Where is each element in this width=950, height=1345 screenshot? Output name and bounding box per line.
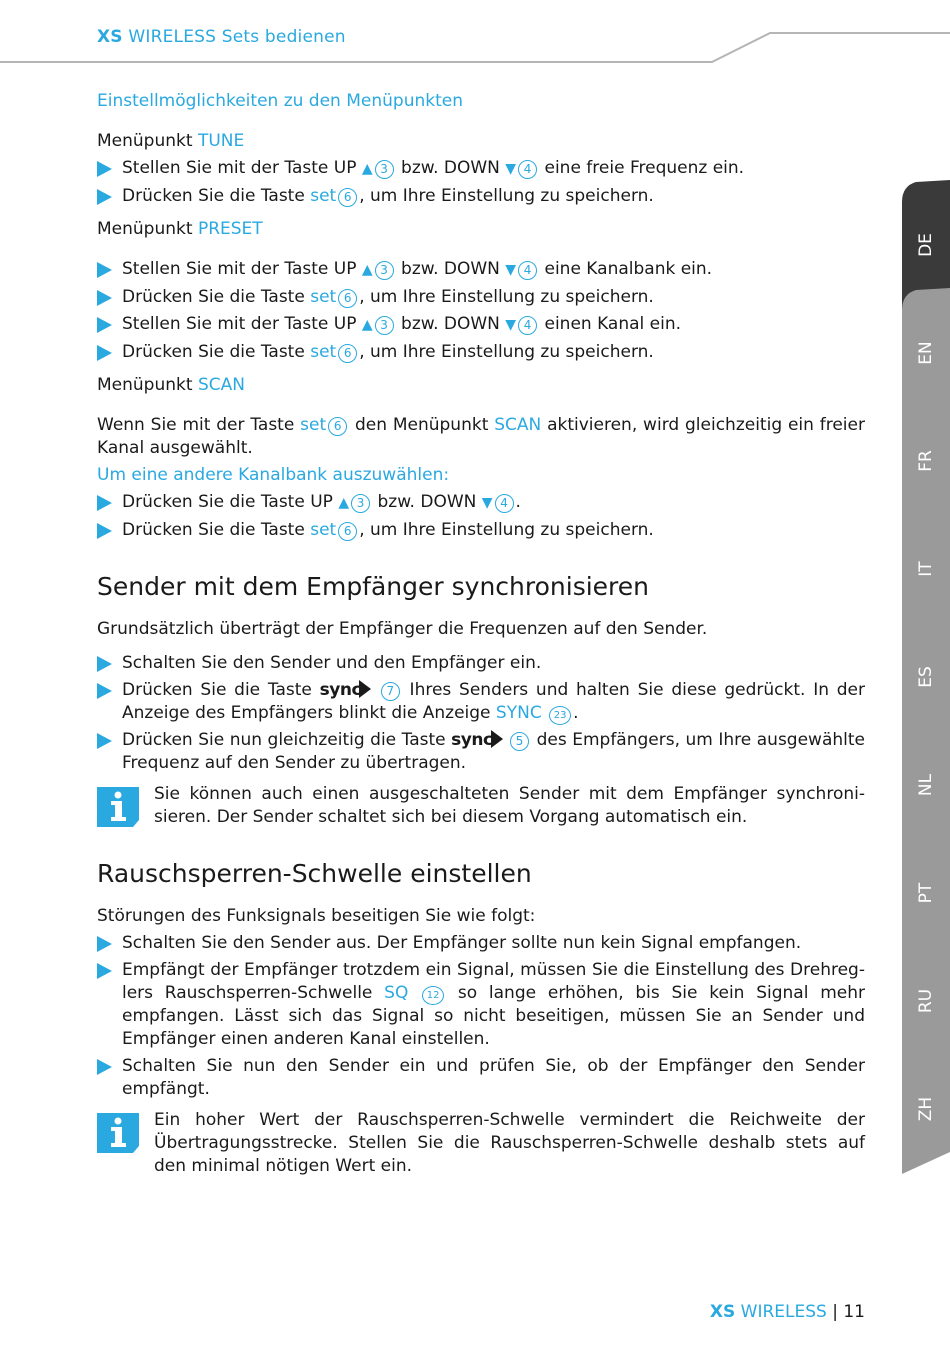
sync-button-icon: sync [451, 730, 502, 750]
down-triangle-icon: ▼ [505, 262, 517, 278]
bullet-arrow-icon [97, 161, 112, 177]
scan-other-bank-subtitle: Um eine andere Kanalbank auszuwählen: [97, 465, 450, 485]
header-title-text: WIRELESS Sets bedienen [122, 27, 346, 47]
up-triangle-icon: ▲ [361, 317, 373, 333]
callout-number: 4 [518, 160, 537, 179]
bullet-arrow-icon [97, 656, 112, 672]
language-tab-label: ZH [916, 1096, 936, 1122]
callout-number: 7 [381, 682, 400, 701]
list-item: Schalten Sie nun den Sender ein und prüfen Sie, ob der Empfänger den Sender empfängt. [97, 1055, 865, 1101]
footer-separator: | [826, 1302, 844, 1322]
language-tab-label: EN [916, 341, 936, 365]
footer-brand: XS [709, 1302, 736, 1322]
bullet-arrow-icon [97, 683, 112, 699]
up-triangle-icon: ▲ [361, 262, 373, 278]
list-item: Schalten Sie den Sender und den Empfänger ein. [97, 652, 865, 675]
list-item: Drücken Sie nun gleichzeitig die Taste sync 5 des Empfängers, um Ihre ausgewählte Frequenz auf den Sender zu übertragen. [97, 729, 865, 775]
info-note [97, 1109, 865, 1178]
info-icon [97, 787, 139, 827]
callout-number: 6 [338, 289, 357, 308]
info-text: Ein hoher Wert der Rauschsperren-Schwelle vermindert die Reichweite der Übertragungsstrecke. Stellen Sie die Rauschsperren-Schwelle deshalb stets auf den minimal nötigen Wert ein. [154, 1110, 865, 1176]
language-tab-label: PT [916, 882, 936, 904]
info-icon [97, 1113, 139, 1153]
down-triangle-icon: ▼ [505, 161, 517, 177]
list-item: Drücken Sie die Taste sync 7 Ihres Senders und halten Sie diese gedrückt. In der Anzeige des Empfängers blinkt die Anzeige SYNC 23 . [97, 679, 865, 725]
squelch-intro: Störungen des Funksignals beseitigen Sie wie folgt: [97, 906, 536, 926]
up-triangle-icon: ▲ [338, 495, 350, 511]
language-tab-label: NL [916, 773, 936, 797]
list-item: Stellen Sie mit der Taste UP ▲ 3 bzw. DOWN ▼ 4 eine Kanalbank ein. [97, 258, 865, 282]
bullet-arrow-icon [97, 290, 112, 306]
callout-number: 6 [338, 522, 357, 541]
language-tab-label: RU [916, 988, 936, 1014]
callout-number: 6 [338, 188, 357, 207]
section-subtitle: Einstellmöglichkeiten zu den Menüpunkten [97, 91, 463, 111]
callout-number: 6 [328, 417, 347, 436]
footer-product: WIRELESS [735, 1302, 827, 1322]
bullet-arrow-icon [97, 523, 112, 539]
info-note [97, 783, 865, 829]
section-heading-squelch: Rauschsperren-Schwelle einstellen [97, 859, 532, 888]
page-header-title [97, 27, 346, 47]
list-item: Drücken Sie die Taste set 6 , um Ihre Einstellung zu speichern. [97, 519, 865, 542]
callout-number: 4 [518, 261, 537, 280]
bullet-arrow-icon [97, 936, 112, 952]
callout-number: 3 [351, 494, 370, 513]
list-item: Drücken Sie die Taste set 6 , um Ihre Einstellung zu speichern. [97, 341, 865, 364]
callout-number: 4 [518, 316, 537, 335]
bullet-arrow-icon [97, 1059, 112, 1075]
callout-number: 12 [422, 986, 444, 1005]
list-item: Drücken Sie die Taste set 6 , um Ihre Einstellung zu speichern. [97, 185, 865, 208]
header-brand: XS [97, 27, 123, 47]
menu-title-preset: Menüpunkt PRESET [97, 219, 263, 239]
language-tab-label: DE [916, 233, 936, 257]
sync-button-icon: sync [320, 680, 371, 700]
up-triangle-icon: ▲ [361, 161, 373, 177]
language-tab-label: ES [916, 666, 936, 688]
callout-number: 3 [375, 160, 394, 179]
bullet-arrow-icon [97, 262, 112, 278]
sync-intro: Grundsätzlich überträgt der Empfänger die Frequenzen auf den Sender. [97, 619, 708, 639]
bullet-arrow-icon [97, 345, 112, 361]
callout-number: 6 [338, 344, 357, 363]
list-item: Schalten Sie den Sender aus. Der Empfänger sollte nun kein Signal empfangen. [97, 932, 865, 955]
list-item: Stellen Sie mit der Taste UP ▲ 3 bzw. DOWN ▼ 4 eine freie Frequenz ein. [97, 157, 865, 181]
callout-number: 5 [510, 732, 529, 751]
bullet-arrow-icon [97, 317, 112, 333]
down-triangle-icon: ▼ [481, 495, 493, 511]
list-item: Empfängt der Empfänger trotzdem ein Signal, müssen Sie die Einstellung des Drehreglers Rauschsperren-Schwelle SQ 12 so lange erhöhen, bis Sie kein Signal mehr empfangen. Lässt sich das Signal so nicht beseitigen, müssen Sie an Sender und Empfänger einen anderen Kanal einstellen. [97, 959, 865, 1051]
page-number: 11 [843, 1302, 865, 1322]
callout-number: 23 [549, 706, 571, 725]
callout-number: 3 [375, 316, 394, 335]
info-text: Sie können auch einen ausgeschalteten Sender mit dem Empfänger synchronisieren. Der Sender schaltet sich bei diesem Vorgang automatisch ein. [154, 784, 865, 827]
menu-title-scan: Menüpunkt SCAN [97, 375, 245, 395]
section-heading-sync: Sender mit dem Empfänger synchronisieren [97, 572, 650, 601]
menu-title-tune: Menüpunkt TUNE [97, 131, 245, 151]
list-item: Drücken Sie die Taste set 6 , um Ihre Einstellung zu speichern. [97, 286, 865, 309]
callout-number: 3 [375, 261, 394, 280]
bullet-arrow-icon [97, 189, 112, 205]
scan-paragraph: Wenn Sie mit der Taste set 6 den Menüpunkt SCAN aktivieren, wird gleichzeitig ein freier Kanal ausgewählt. [97, 415, 865, 458]
bullet-arrow-icon [97, 963, 112, 979]
language-tab-zh[interactable] [902, 1044, 950, 1174]
list-item: Drücken Sie die Taste UP ▲ 3 bzw. DOWN ▼ 4 . [97, 491, 865, 515]
page-footer [710, 1302, 865, 1322]
bullet-arrow-icon [97, 733, 112, 749]
down-triangle-icon: ▼ [505, 317, 517, 333]
language-tab-label: FR [916, 450, 936, 472]
list-item: Stellen Sie mit der Taste UP ▲ 3 bzw. DOWN ▼ 4 einen Kanal ein. [97, 313, 865, 337]
bullet-arrow-icon [97, 495, 112, 511]
callout-number: 4 [495, 494, 514, 513]
main-content [97, 90, 865, 1178]
language-tab-label: IT [916, 561, 936, 577]
